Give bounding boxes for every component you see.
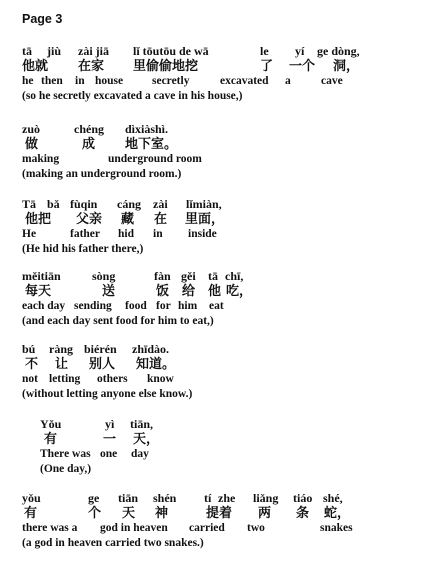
hanzi-word: 有 bbox=[44, 432, 58, 447]
gloss-line bbox=[22, 372, 417, 387]
hanzi-word: 饭 bbox=[156, 284, 170, 299]
gloss-word: in bbox=[153, 228, 163, 240]
pinyin-line bbox=[40, 417, 425, 432]
gloss-word: one bbox=[100, 448, 118, 460]
hanzi-word: 做 bbox=[25, 137, 39, 152]
gloss-word: him bbox=[178, 300, 198, 312]
gloss-word: god in heaven bbox=[100, 522, 168, 534]
hanzi-line bbox=[22, 59, 417, 74]
gloss-word: He bbox=[22, 228, 37, 240]
gloss-word: a bbox=[285, 75, 291, 87]
hanzi-word: 地下室。 bbox=[125, 137, 178, 152]
hanzi-word: 他把 bbox=[25, 212, 52, 227]
pinyin-word: shé, bbox=[323, 491, 343, 505]
pinyin-word: zài jiā bbox=[78, 44, 109, 58]
gloss-line bbox=[22, 152, 417, 167]
hanzi-word: 父亲 bbox=[76, 212, 103, 227]
translation: (so he secretly excavated a cave in his house,) bbox=[22, 90, 243, 102]
pinyin-word: yì bbox=[105, 417, 115, 431]
pinyin-word: zài bbox=[153, 197, 168, 211]
translation: (without letting anyone else know.) bbox=[22, 388, 193, 400]
gloss-word: for bbox=[156, 300, 171, 312]
pinyin-word: tiáo bbox=[293, 491, 313, 505]
hanzi-line bbox=[40, 432, 425, 447]
gloss-word: making bbox=[22, 153, 60, 165]
gloss-word: in bbox=[75, 75, 85, 87]
stanza-3 bbox=[22, 197, 417, 257]
hanzi-word: 送 bbox=[102, 284, 116, 299]
hanzi-word: 知道。 bbox=[136, 357, 176, 372]
gloss-word: there was a bbox=[22, 522, 78, 534]
stanza-5 bbox=[22, 342, 417, 402]
pinyin-word: le bbox=[260, 44, 269, 58]
hanzi-word: 蛇， bbox=[324, 506, 351, 521]
pinyin-word: tā bbox=[208, 269, 218, 283]
hanzi-line bbox=[22, 284, 417, 299]
gloss-word: secretly bbox=[152, 75, 190, 87]
hanzi-line bbox=[22, 212, 417, 227]
pinyin-word: dìxiàshì. bbox=[125, 122, 169, 136]
hanzi-word: 藏 bbox=[121, 212, 135, 227]
hanzi-word: 神 bbox=[155, 506, 169, 521]
gloss-word: others bbox=[97, 373, 128, 385]
gloss-word: he bbox=[22, 75, 34, 87]
hanzi-word: 天 bbox=[122, 506, 136, 521]
pinyin-word: lǐ tōutōu de wā bbox=[133, 44, 209, 58]
hanzi-word: 一个 bbox=[289, 59, 316, 74]
gloss-word: each day bbox=[22, 300, 66, 312]
hanzi-word: 条 bbox=[296, 506, 310, 521]
gloss-word: eat bbox=[209, 300, 224, 312]
pinyin-word: fàn bbox=[154, 269, 171, 283]
hanzi-word: 一 bbox=[103, 432, 117, 447]
translation: (He hid his father there,) bbox=[22, 243, 144, 255]
hanzi-line bbox=[22, 137, 417, 152]
hanzi-word: 给 bbox=[182, 284, 196, 299]
pinyin-word: Yǒu bbox=[40, 417, 62, 431]
pinyin-line bbox=[22, 122, 417, 137]
hanzi-word: 了 bbox=[260, 59, 274, 74]
pinyin-word: sòng bbox=[92, 269, 116, 283]
hanzi-word: 每天 bbox=[25, 284, 52, 299]
gloss-line bbox=[22, 521, 417, 536]
stanza-7 bbox=[22, 491, 417, 551]
hanzi-word: 不 bbox=[25, 357, 39, 372]
gloss-word: letting bbox=[49, 373, 81, 385]
gloss-word: underground room bbox=[108, 153, 202, 165]
pinyin-word: yǒu bbox=[22, 491, 41, 505]
gloss-word: There was bbox=[40, 448, 91, 460]
translation: (making an underground room.) bbox=[22, 168, 182, 180]
pinyin-word: měitiān bbox=[22, 269, 61, 283]
stanza-2 bbox=[22, 122, 417, 182]
gloss-word: inside bbox=[188, 228, 217, 240]
gloss-line bbox=[22, 74, 417, 89]
stanza-1 bbox=[22, 44, 417, 104]
pinyin-word: ràng bbox=[49, 342, 73, 356]
hanzi-word: 他 bbox=[208, 284, 222, 299]
gloss-word: two bbox=[247, 522, 265, 534]
gloss-word: snakes bbox=[320, 522, 353, 534]
pinyin-word: ge dòng, bbox=[317, 44, 360, 58]
translation: (and each day sent food for him to eat,) bbox=[22, 315, 214, 327]
pinyin-line bbox=[22, 342, 417, 357]
pinyin-word: tā bbox=[22, 44, 32, 58]
hanzi-word: 个 bbox=[88, 506, 102, 521]
translation: (a god in heaven carried two snakes.) bbox=[22, 537, 204, 549]
gloss-word: day bbox=[131, 448, 149, 460]
hanzi-word: 有 bbox=[24, 506, 38, 521]
hanzi-word: 别人 bbox=[89, 357, 116, 372]
hanzi-word: 里偷偷地挖 bbox=[133, 59, 199, 74]
gloss-line bbox=[22, 227, 417, 242]
pinyin-word: tiān, bbox=[130, 417, 154, 431]
hanzi-word: 吃， bbox=[226, 284, 253, 299]
pinyin-word: ge bbox=[88, 491, 100, 505]
pinyin-word: fùqin bbox=[70, 197, 98, 211]
pinyin-line bbox=[22, 491, 417, 506]
pinyin-word: zuò bbox=[22, 122, 40, 136]
pinyin-word: gěi bbox=[181, 269, 196, 283]
hanzi-word: 他就 bbox=[22, 59, 49, 74]
pinyin-word: tiān bbox=[118, 491, 139, 505]
gloss-word: know bbox=[147, 373, 174, 385]
pinyin-line bbox=[22, 269, 417, 284]
gloss-word: then bbox=[41, 75, 63, 87]
hanzi-word: 成 bbox=[82, 137, 96, 152]
pinyin-word: yí bbox=[295, 44, 305, 58]
gloss-word: sending bbox=[74, 300, 112, 312]
translation: (One day,) bbox=[40, 463, 92, 475]
pinyin-word: bú bbox=[22, 342, 36, 356]
hanzi-line bbox=[22, 506, 417, 521]
pinyin-word: lǐmiàn, bbox=[186, 197, 222, 211]
hanzi-word: 让 bbox=[55, 357, 69, 372]
pinyin-word: shén bbox=[153, 491, 177, 505]
gloss-word: hid bbox=[118, 228, 134, 240]
stanza-4 bbox=[22, 269, 417, 329]
gloss-line bbox=[22, 299, 417, 314]
stanza-6 bbox=[40, 417, 425, 477]
pinyin-word: zhīdào. bbox=[132, 342, 170, 356]
pinyin-line bbox=[22, 44, 417, 59]
hanzi-word: 天， bbox=[133, 432, 160, 447]
hanzi-line bbox=[22, 357, 417, 372]
hanzi-word: 在 bbox=[154, 212, 168, 227]
gloss-word: father bbox=[70, 228, 101, 240]
pinyin-word: jiù bbox=[47, 44, 62, 58]
pinyin-word: chī, bbox=[225, 269, 244, 283]
pinyin-word: biérén bbox=[84, 342, 117, 356]
pinyin-word: chéng bbox=[74, 122, 104, 136]
hanzi-word: 提着 bbox=[206, 506, 233, 521]
hanzi-word: 两 bbox=[258, 506, 272, 521]
hanzi-word: 里面， bbox=[185, 212, 225, 227]
gloss-word: excavated bbox=[220, 75, 269, 87]
page-label: Page 3 bbox=[22, 12, 63, 26]
pinyin-line bbox=[22, 197, 417, 212]
gloss-word: food bbox=[125, 300, 147, 312]
pinyin-word: bǎ bbox=[47, 197, 60, 211]
gloss-word: carried bbox=[189, 522, 225, 534]
pinyin-word: zhe bbox=[218, 491, 236, 505]
pinyin-word: tí bbox=[204, 491, 212, 505]
pinyin-word: liǎng bbox=[253, 491, 279, 505]
hanzi-word: 在家 bbox=[78, 59, 105, 74]
pinyin-word: Tā bbox=[22, 197, 37, 211]
gloss-line bbox=[40, 447, 425, 462]
gloss-word: not bbox=[22, 373, 38, 385]
hanzi-word: 洞， bbox=[333, 59, 360, 74]
gloss-word: cave bbox=[321, 75, 343, 87]
gloss-word: house bbox=[95, 75, 124, 87]
pinyin-word: cáng bbox=[117, 197, 141, 211]
